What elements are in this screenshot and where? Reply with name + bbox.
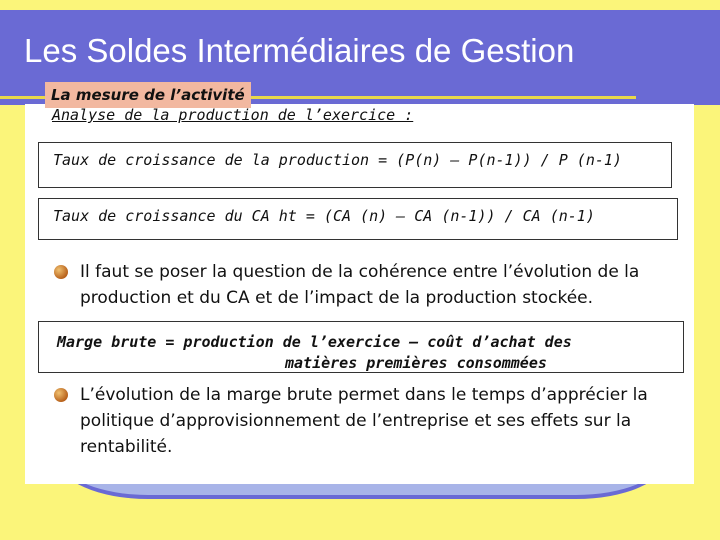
formula-ca-growth: Taux de croissance du CA ht = (CA (n) – CA (n-1)) / CA (n-1): [38, 198, 678, 240]
bullet-text: Il faut se poser la question de la cohérence entre l’évolution de la production et du CA et de l’impact de la production stockée.: [80, 262, 640, 308]
bullet-item: [54, 259, 674, 311]
marge-brute-line1: Marge brute = production de l’exercice – coût d’achat des: [57, 333, 572, 351]
bullet-item: [54, 382, 674, 460]
bullet-icon: [54, 388, 68, 402]
section-label: La mesure de l’activité: [45, 82, 251, 108]
slide-title: Les Soldes Intermédiaires de Gestion: [24, 32, 575, 69]
marge-brute-line2: matières premières consommées: [285, 354, 547, 372]
bullet-text: L’évolution de la marge brute permet dans le temps d’apprécier la politique d’approvisionnement de l’entreprise et ses effets sur la rentabilité.: [80, 385, 648, 457]
subheading: Analyse de la production de l’exercice :: [52, 106, 414, 124]
formula-marge-brute: [38, 321, 684, 373]
bullet-icon: [54, 265, 68, 279]
formula-production-growth: Taux de croissance de la production = (P(n) – P(n-1)) / P (n-1): [38, 142, 672, 188]
